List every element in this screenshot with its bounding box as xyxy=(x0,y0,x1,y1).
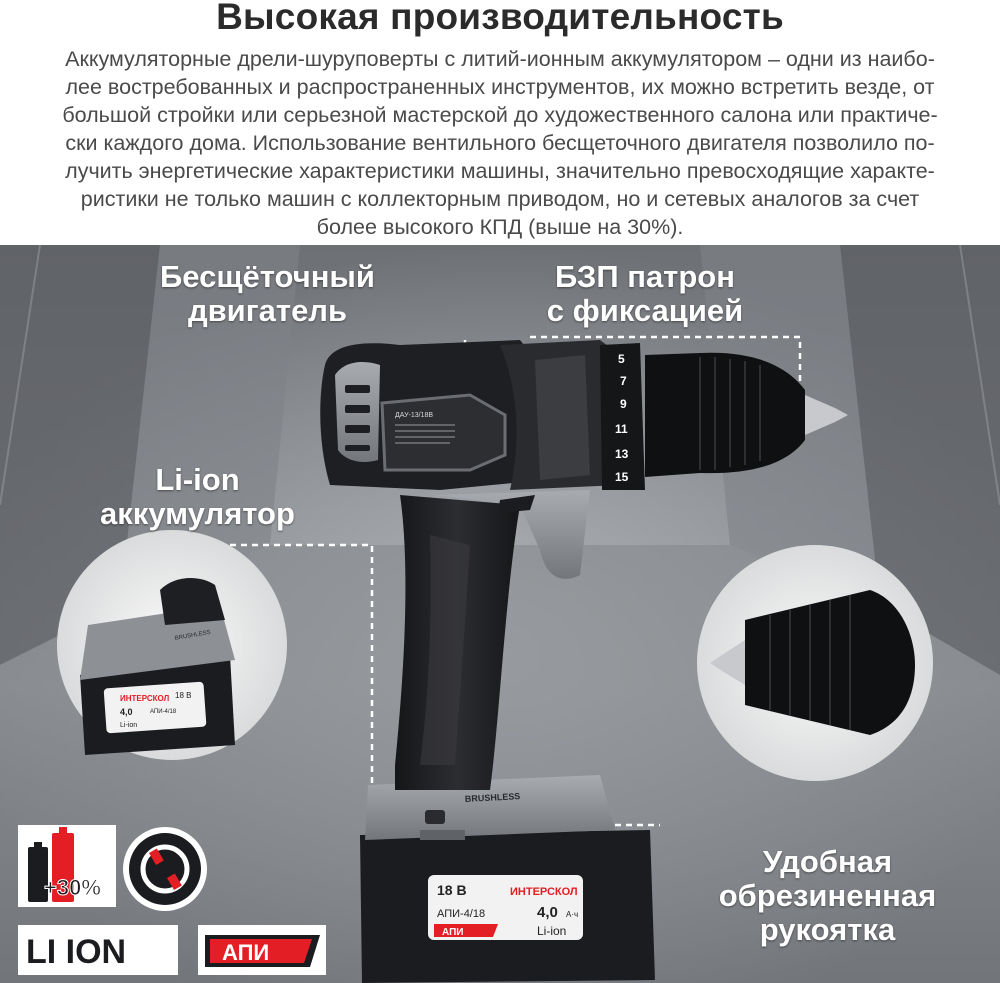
battery-voltage-text: 18 В xyxy=(437,882,467,898)
chuck-scale-mark: 9 xyxy=(620,397,627,411)
description-line: более высокого КПД (выше на 30%). xyxy=(316,215,684,239)
svg-text:АПИ: АПИ xyxy=(442,927,464,938)
battery-chem-text: Li-ion xyxy=(537,924,567,938)
callout-grip xyxy=(690,845,965,947)
motor-info-plate xyxy=(382,395,505,470)
callout-chuck-line2: с фиксацией xyxy=(546,293,744,328)
page-title: Высокая производительность xyxy=(216,0,784,37)
description-line: большой стройки или серьезной мастерской до художественного салона или практиче- xyxy=(62,103,938,127)
badge-efficiency xyxy=(18,825,116,907)
description-line: Аккумуляторные дрели-шуруповерты с литий-ионным аккумулятором – одни из наибо- xyxy=(65,47,935,71)
description-line: ски каждого дома. Использование вентильного бесщеточного двигателя позволило по- xyxy=(65,131,935,155)
chuck-scale-mark: 5 xyxy=(618,352,625,366)
api-logo-text: АПИ xyxy=(222,940,270,965)
chuck-scale-mark: 15 xyxy=(615,470,629,484)
callout-motor-line1: Бесщёточный xyxy=(160,259,375,294)
description-line: лее востребованных и распространенных инструментов, их можно встретить везде, от xyxy=(65,75,935,99)
product-photo xyxy=(0,245,1000,983)
battery-model-text: АПИ-4/18 xyxy=(437,908,486,920)
chuck-scale-mark: 13 xyxy=(615,447,629,461)
chuck-scale-mark: 11 xyxy=(615,422,628,436)
inset-battery-capacity: 4,0 xyxy=(120,707,133,717)
callout-battery xyxy=(90,463,305,531)
inset-battery-voltage: 18 В xyxy=(175,691,192,700)
chuck-inset xyxy=(697,545,933,781)
battery-capacity-unit: А·ч xyxy=(566,910,579,919)
badge-liion xyxy=(18,925,178,975)
inset-battery-chem: Li-ion xyxy=(120,722,138,729)
efficiency-badge-text: +30% xyxy=(44,875,101,900)
model-text: ДАУ-13/18В xyxy=(395,412,434,419)
badge-brushless xyxy=(123,827,207,911)
battery-inset xyxy=(57,530,287,760)
keyless-chuck xyxy=(645,353,805,477)
inset-battery-body-text: BRUSHLESS xyxy=(174,629,212,642)
battery-capacity-text: 4,0 xyxy=(537,904,558,921)
header-section xyxy=(0,0,1000,245)
brushless-text: BRUSHLESS xyxy=(464,791,521,804)
callout-motor xyxy=(130,260,405,328)
chuck-scale-mark: 7 xyxy=(620,374,627,388)
liion-logo-text: LI ION xyxy=(26,933,127,971)
callout-grip-line3: рукоятка xyxy=(759,912,896,947)
callout-chuck-line1: БЗП патрон xyxy=(555,259,735,294)
callout-motor-line2: двигатель xyxy=(187,293,348,328)
callout-chuck xyxy=(505,260,785,328)
description-text xyxy=(18,45,982,241)
inset-battery-brand: ИНТЕРСКОЛ xyxy=(120,694,170,703)
description-line: лучить энергетические характеристики машины, значительно превосходящие характе- xyxy=(65,159,935,183)
battery-brand-text: ИНТЕРСКОЛ xyxy=(510,886,578,898)
badge-api xyxy=(198,925,326,975)
callout-battery-line1: Li-ion xyxy=(155,462,240,497)
inset-battery-model: АПИ-4/18 xyxy=(150,709,177,715)
description-line: ристики не только машин с коллекторным приводом, но и сетевых аналогов за счет xyxy=(80,187,920,211)
callout-grip-line2: обрезиненная xyxy=(718,878,937,913)
callout-battery-line2: аккумулятор xyxy=(100,496,295,531)
callout-grip-line1: Удобная xyxy=(762,844,893,879)
